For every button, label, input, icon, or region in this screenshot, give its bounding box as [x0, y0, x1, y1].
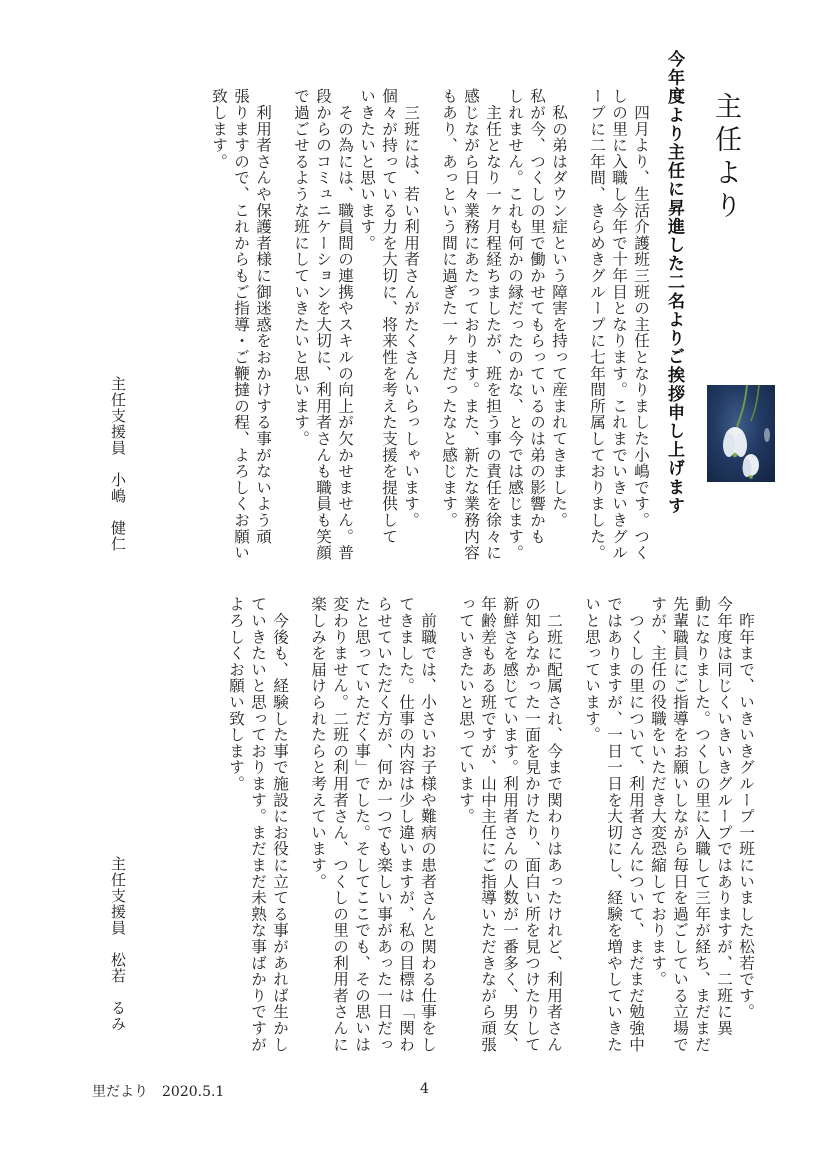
paragraph-line: 利用者さんや保護者様に御迷惑をおかけする事がないよう頑 [254, 88, 272, 545]
paragraph-line: っていきたいと思っています。 [457, 596, 475, 825]
snowflake-flower-photo [707, 385, 775, 482]
paragraph-line: すが、主任の役職をいただき大変恐縮しております。 [649, 596, 667, 988]
paragraph-line: たと思っていただく事」でした。そしてここでも、その思いは [353, 596, 371, 1053]
paragraph-line: 二班に配属され、今まで関わりはあったけれど、利用者さん [545, 596, 563, 1053]
paragraph-line: 感じながら日々業務にあたっております。また、新たな業務内容 [462, 88, 480, 561]
paragraph-line: よろしくお願い致します。 [227, 596, 245, 792]
paragraph-line: 段からのコミュニケーションを大切に、利用者さんも職員も笑顔 [314, 88, 332, 561]
newsletter-issue: 里だより 2020.5.1 [92, 1084, 225, 1100]
paragraph-line: で過ごせるような班にしていきたいと思います。 [292, 88, 310, 447]
paragraph-line: 私が今、つくしの里で働かせてもらっているのは弟の影響かも [528, 88, 546, 545]
paragraph-line: ープに二年間、きらめきグループに七年間所属しておりました。 [588, 88, 606, 561]
paragraph-line: 私の弟はダウン症という障害を持って産まれてきました。 [550, 88, 568, 529]
paragraph-line: 新鮮さを感じています。利用者さんの人数が一番多く、男女、 [501, 596, 519, 1053]
paragraph-line: 致します。 [210, 88, 228, 170]
page-title: 主任より [710, 92, 741, 224]
paragraph-line: もあり、あっという間に過ぎた一ヶ月だったなと感じます。 [440, 88, 458, 529]
paragraph-line: ではありますが、一日一日を大切にし、経験を増やしていきた [605, 596, 623, 1053]
paragraph-line: らせていただく方が、何か一つでも楽しい事があった一日だっ [375, 596, 393, 1053]
paragraph-line: 昨年まで、いきいきグループ一班にいました松若です。 [737, 596, 755, 1020]
paragraph-line: 個々が持っている力を大切に、将来性を考えた支援を提供して [380, 88, 398, 545]
article-kojima [204, 88, 648, 561]
paragraph-line: 三班には、若い利用者さんがたくさんいらっしゃいます。 [402, 88, 420, 529]
signature-matsuwaka: 主任支援員 松若 るみ [109, 856, 127, 1032]
paragraph-line: その為には、職員間の連携やスキルの向上が欠かせません。普 [336, 88, 354, 561]
article-matsuwaka [221, 596, 753, 1052]
page-subtitle: 今年度より主任に昇進した二名よりご挨拶申し上げます [664, 50, 684, 515]
paragraph-line: てきました。仕事の内容は少し違いますが、私の目標は「関わ [397, 596, 415, 1053]
paragraph-line: いと思っています。 [583, 596, 601, 743]
paragraph-line: 年齢差もある班ですが、山中主任にご指導いただきながら頑張 [479, 596, 497, 1053]
paragraph-line: の知らなかった一面を見かけたり、面白い所を見つけたりして [523, 596, 541, 1053]
paragraph-line: つくしの里について、利用者さんについて、まだまだ勉強中 [627, 596, 645, 1053]
paragraph-line: 今年度は同じくいきいきグループではありますが、二班に異 [715, 596, 733, 1037]
paragraph-line: 前職では、小さいお子様や難病の患者さんと関わる仕事をし [419, 596, 437, 1053]
flower-image-icon [707, 385, 775, 482]
paragraph-line: 楽しみを届けられたらと考えています。 [309, 596, 327, 890]
paragraph-line: 変わりません。二班の利用者さん、つくしの里の利用者さんに [331, 596, 349, 1053]
paragraph-line: 動になりました。つくしの里に入職して三年が経ち、まだまだ [693, 596, 711, 1053]
paragraph-line: ていきたいと思っております。まだまだ未熟な事ばかりですが [249, 596, 267, 1053]
paragraph-line: しの里に入職し今年で十年目となります。これまでいきいきグル [610, 88, 628, 561]
paragraph-line: いきたいと思います。 [358, 88, 376, 251]
paragraph-line: 先輩職員にご指導をお願いしながら毎日を過ごしている立場で [671, 596, 689, 1053]
paragraph-line: 四月より、生活介護班三班の主任となりました小嶋です。つく [632, 88, 650, 561]
paragraph-line: 張りますので、これからもご指導・ご鞭撻の程、よろしくお願い [232, 88, 250, 561]
signature-kojima: 主任支援員 小嶋 健仁 [109, 376, 127, 552]
page-number: 4 [420, 1081, 429, 1097]
paragraph-line: しれません。これも何かの縁だったのかな、と今では感じます。 [506, 88, 524, 561]
paragraph-line: 主任となり一ヶ月程経ちましたが、班を担う事の責任を徐々に [484, 88, 502, 561]
paragraph-line: 今後も、経験した事で施設にお役に立てる事があれば生かし [271, 596, 289, 1053]
